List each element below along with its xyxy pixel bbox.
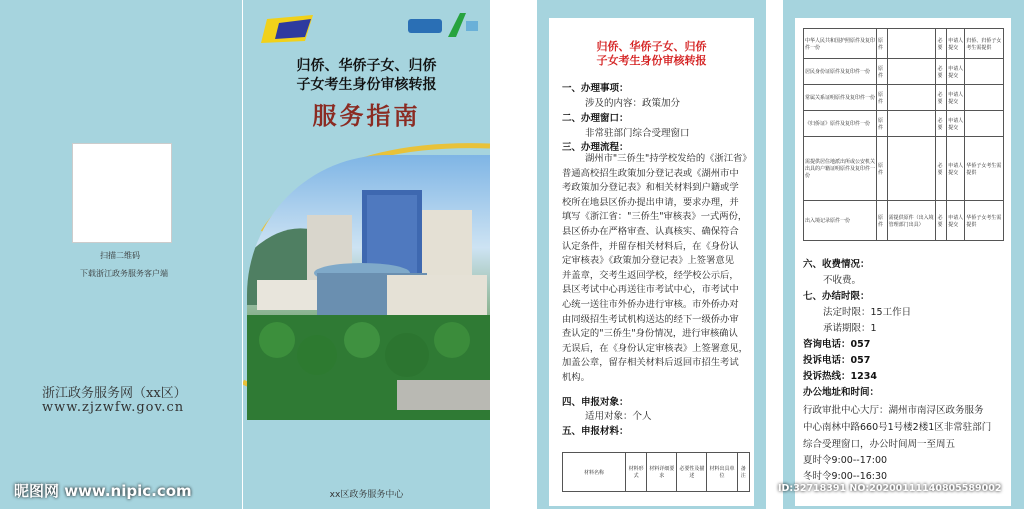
procedure-line: 普通高校招生政策加分登记表或《湖州市中 xyxy=(562,167,739,179)
site-url: www.zjzwfw.gov.cn xyxy=(42,400,185,415)
procedure-line: 加盖公章，留存相关材料后返回市招生考试 xyxy=(562,357,739,369)
contact-content xyxy=(795,18,1011,506)
procedure-line: 填写《浙江省："三侨生"审核表》一式两份， xyxy=(562,211,748,223)
zhejiang-logo-icon xyxy=(261,13,321,47)
promised-time-limit: 承诺期限：1 xyxy=(823,323,877,334)
cover-title-line1: 归侨、华侨子女、归侨 xyxy=(296,58,437,74)
address-heading: 办公地址和时间： xyxy=(803,387,880,398)
address-line: 中心南林中路660号1号楼2楼1区非常驻部门 xyxy=(803,422,992,433)
section6-body: 不收费。 xyxy=(823,275,862,286)
procedure-line: 查认定的"三侨生"身份情况，进行审核确认 xyxy=(562,328,738,340)
summer-hours: 夏时令9:00--17:00 xyxy=(803,455,888,466)
cover-footer: xx区政务服务中心 xyxy=(329,490,404,500)
watermark-right: ID:32718391 NO:20200111140805589002 xyxy=(778,483,1002,494)
procedure-line: 定审核表》《政策加分登记表》上签署意见 xyxy=(562,255,734,267)
table-row: 《归侨证》原件及复印件一份 原件 必要 申请人提交 xyxy=(804,111,1004,137)
qr-code-placeholder xyxy=(72,143,172,243)
table-row: 需提供居住地派出所或公安机关出具的户籍证明原件及复印件一份 原件 必要 申请人提交 华侨子女考生需提供 xyxy=(804,137,1004,201)
complaint-hotline: 投诉热线：1234 xyxy=(803,371,877,382)
section6-heading: 六、收费情况： xyxy=(803,259,870,270)
procedure-line: 校所在地县区侨办提出申请，要求办理，并 xyxy=(562,196,739,208)
section1-heading: 一、办理事项： xyxy=(562,83,629,94)
winter-hours: 冬时令9:00--16:30 xyxy=(803,471,888,482)
table-row: 居民身份证原件及复印件一份 原件 必要 申请人提交 xyxy=(804,59,1004,85)
qr-caption: 扫描二维码 xyxy=(100,251,140,260)
address-line: 行政审批中心大厅：湖州市南浔区政务服务 xyxy=(803,405,984,416)
table-row: 常属关系证明原件及复印件一份 原件 必要 申请人提交 xyxy=(804,85,1004,111)
table-row: 出入境记录原件一份 原件 需提供原件（出入境管理部门出具） 必要 申请人提交 华侨子女考生需提供 xyxy=(804,201,1004,241)
front-cover xyxy=(243,0,490,509)
procedure-line: 无误后，在《身份认定审核表》上签署意见， xyxy=(562,342,748,354)
address-line: 综合受理窗口，办公时间周一至周五 xyxy=(803,439,956,450)
legal-time-limit: 法定时限：15工作日 xyxy=(823,307,912,318)
procedure-line: 县区侨办在严格审查、认真核实、确保符合 xyxy=(562,225,739,237)
cover-title-line2: 子女考生身份审核转报 xyxy=(296,77,437,93)
service-guide-title: 服务指南 xyxy=(312,102,421,130)
section4-body: 适用对象：个人 xyxy=(585,411,652,422)
procedure-line: 并盖章，交考生返回学校，经学校公示后， xyxy=(562,269,739,281)
qr-description: 下载浙江政务服务客户端 xyxy=(80,269,168,278)
section2-body: 非常驻部门综合受理窗口 xyxy=(585,128,690,139)
section1-body: 涉及的内容：政策加分 xyxy=(585,98,681,109)
consult-phone: 咨询电话：057 xyxy=(803,339,871,350)
watermark-left: 昵图网 www.nipic.com xyxy=(14,482,192,500)
materials-table-header xyxy=(562,452,750,492)
procedure-line: 县区考试中心再送往市考试中心，市考试中 xyxy=(562,284,739,296)
table-header-cell: 材料名称 xyxy=(563,453,626,492)
section5-heading: 五、申报材料： xyxy=(562,426,629,437)
procedure-line: 认定条件，并留存相关材料后，在《身份认 xyxy=(562,240,739,252)
section3-body xyxy=(562,152,754,386)
section4-heading: 四、申报对象： xyxy=(562,397,629,408)
section7-heading: 七、办结时限： xyxy=(803,291,870,302)
materials-table xyxy=(803,28,1004,241)
table-header-cell: 材料形式 xyxy=(626,453,647,492)
inner-title-line1: 归侨、华侨子女、归侨 xyxy=(596,40,707,53)
inner-procedure-panel xyxy=(537,0,766,509)
table-header-cell: 材料详细要求 xyxy=(647,453,677,492)
procedure-line: 由同级招生考试机构送达的经下一级侨办审 xyxy=(562,313,739,325)
left-panel xyxy=(0,0,242,509)
service-logo-icon xyxy=(408,11,480,39)
procedure-line: 心统一送往市外侨办进行审核。市外侨办对 xyxy=(562,298,739,310)
table-header-cell: 备注 xyxy=(737,453,749,492)
section2-heading: 二、办理窗口： xyxy=(562,113,629,124)
procedure-line: 考政策加分登记表》和相关材料到户籍或学 xyxy=(562,182,739,194)
procedure-line: 机构。 xyxy=(562,371,590,383)
table-header-cell: 材料出具单位 xyxy=(707,453,737,492)
procedure-content xyxy=(549,18,754,506)
procedure-line: 湖州市"三侨生"持学校发给的《浙江省》 xyxy=(585,153,752,164)
section3-heading: 三、办理流程： xyxy=(562,142,629,153)
complaint-phone: 投诉电话：057 xyxy=(803,355,871,366)
inner-contact-panel xyxy=(783,0,1024,509)
inner-title-line2: 子女考生身份审核转报 xyxy=(596,54,707,67)
table-row: 中华人民共和国护照原件及复印件一份 原件 必要 申请人提交 归侨、归侨子女考生需提供 xyxy=(804,29,1004,59)
site-name: 浙江政务服务网（xx区） xyxy=(42,386,187,401)
table-header-cell: 必要性及描述 xyxy=(677,453,707,492)
